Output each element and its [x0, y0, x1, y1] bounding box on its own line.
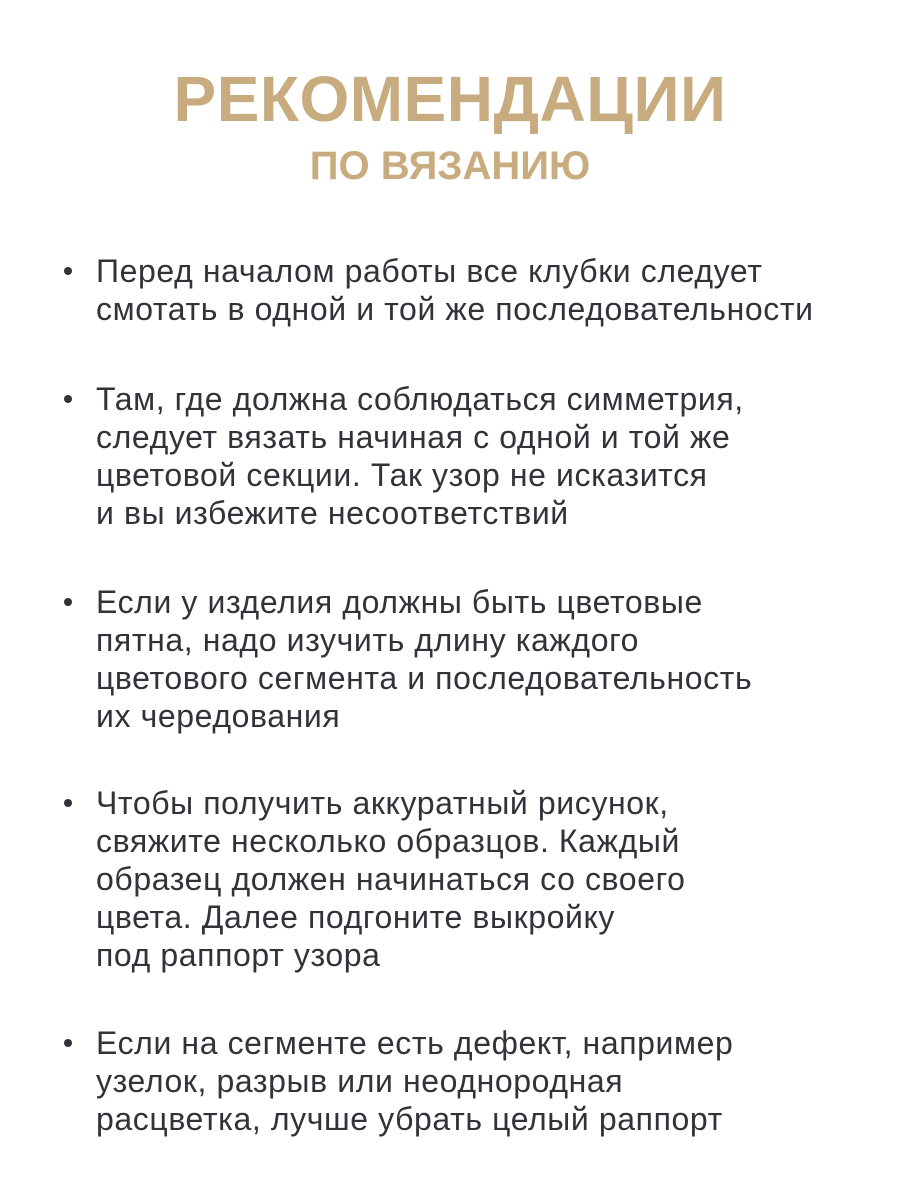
bullet-icon	[64, 799, 72, 807]
tip-text: Если на сегменте есть дефект, например узелок, разрыв или неоднородная расцветка, лучше убрать целый раппорт	[96, 1025, 734, 1137]
bullet-icon	[64, 267, 72, 275]
bullet-icon	[64, 1039, 72, 1047]
tip-text: Если у изделия должны быть цветовые пятна, надо изучить длину каждого цветового сегмента и последовательность их чередования	[96, 584, 753, 734]
page-title: РЕКОМЕНДАЦИИ	[173, 63, 727, 135]
bullet-icon	[64, 395, 72, 403]
tip-text: Перед началом работы все клубки следует смотать в одной и той же последовательности	[96, 253, 814, 327]
page-subtitle: ПО ВЯЗАНИЮ	[309, 144, 591, 188]
bullet-icon	[64, 598, 72, 606]
tip-text: Там, где должна соблюдаться симметрия, следует вязать начиная с одной и той же цветовой секции. Так узор не исказится и вы избежите несоответствий	[96, 381, 744, 531]
tip-text: Чтобы получить аккуратный рисунок, свяжите несколько образцов. Каждый образец должен начинаться со своего цвета. Далее подгоните выкройку под раппорт узора	[96, 785, 686, 973]
